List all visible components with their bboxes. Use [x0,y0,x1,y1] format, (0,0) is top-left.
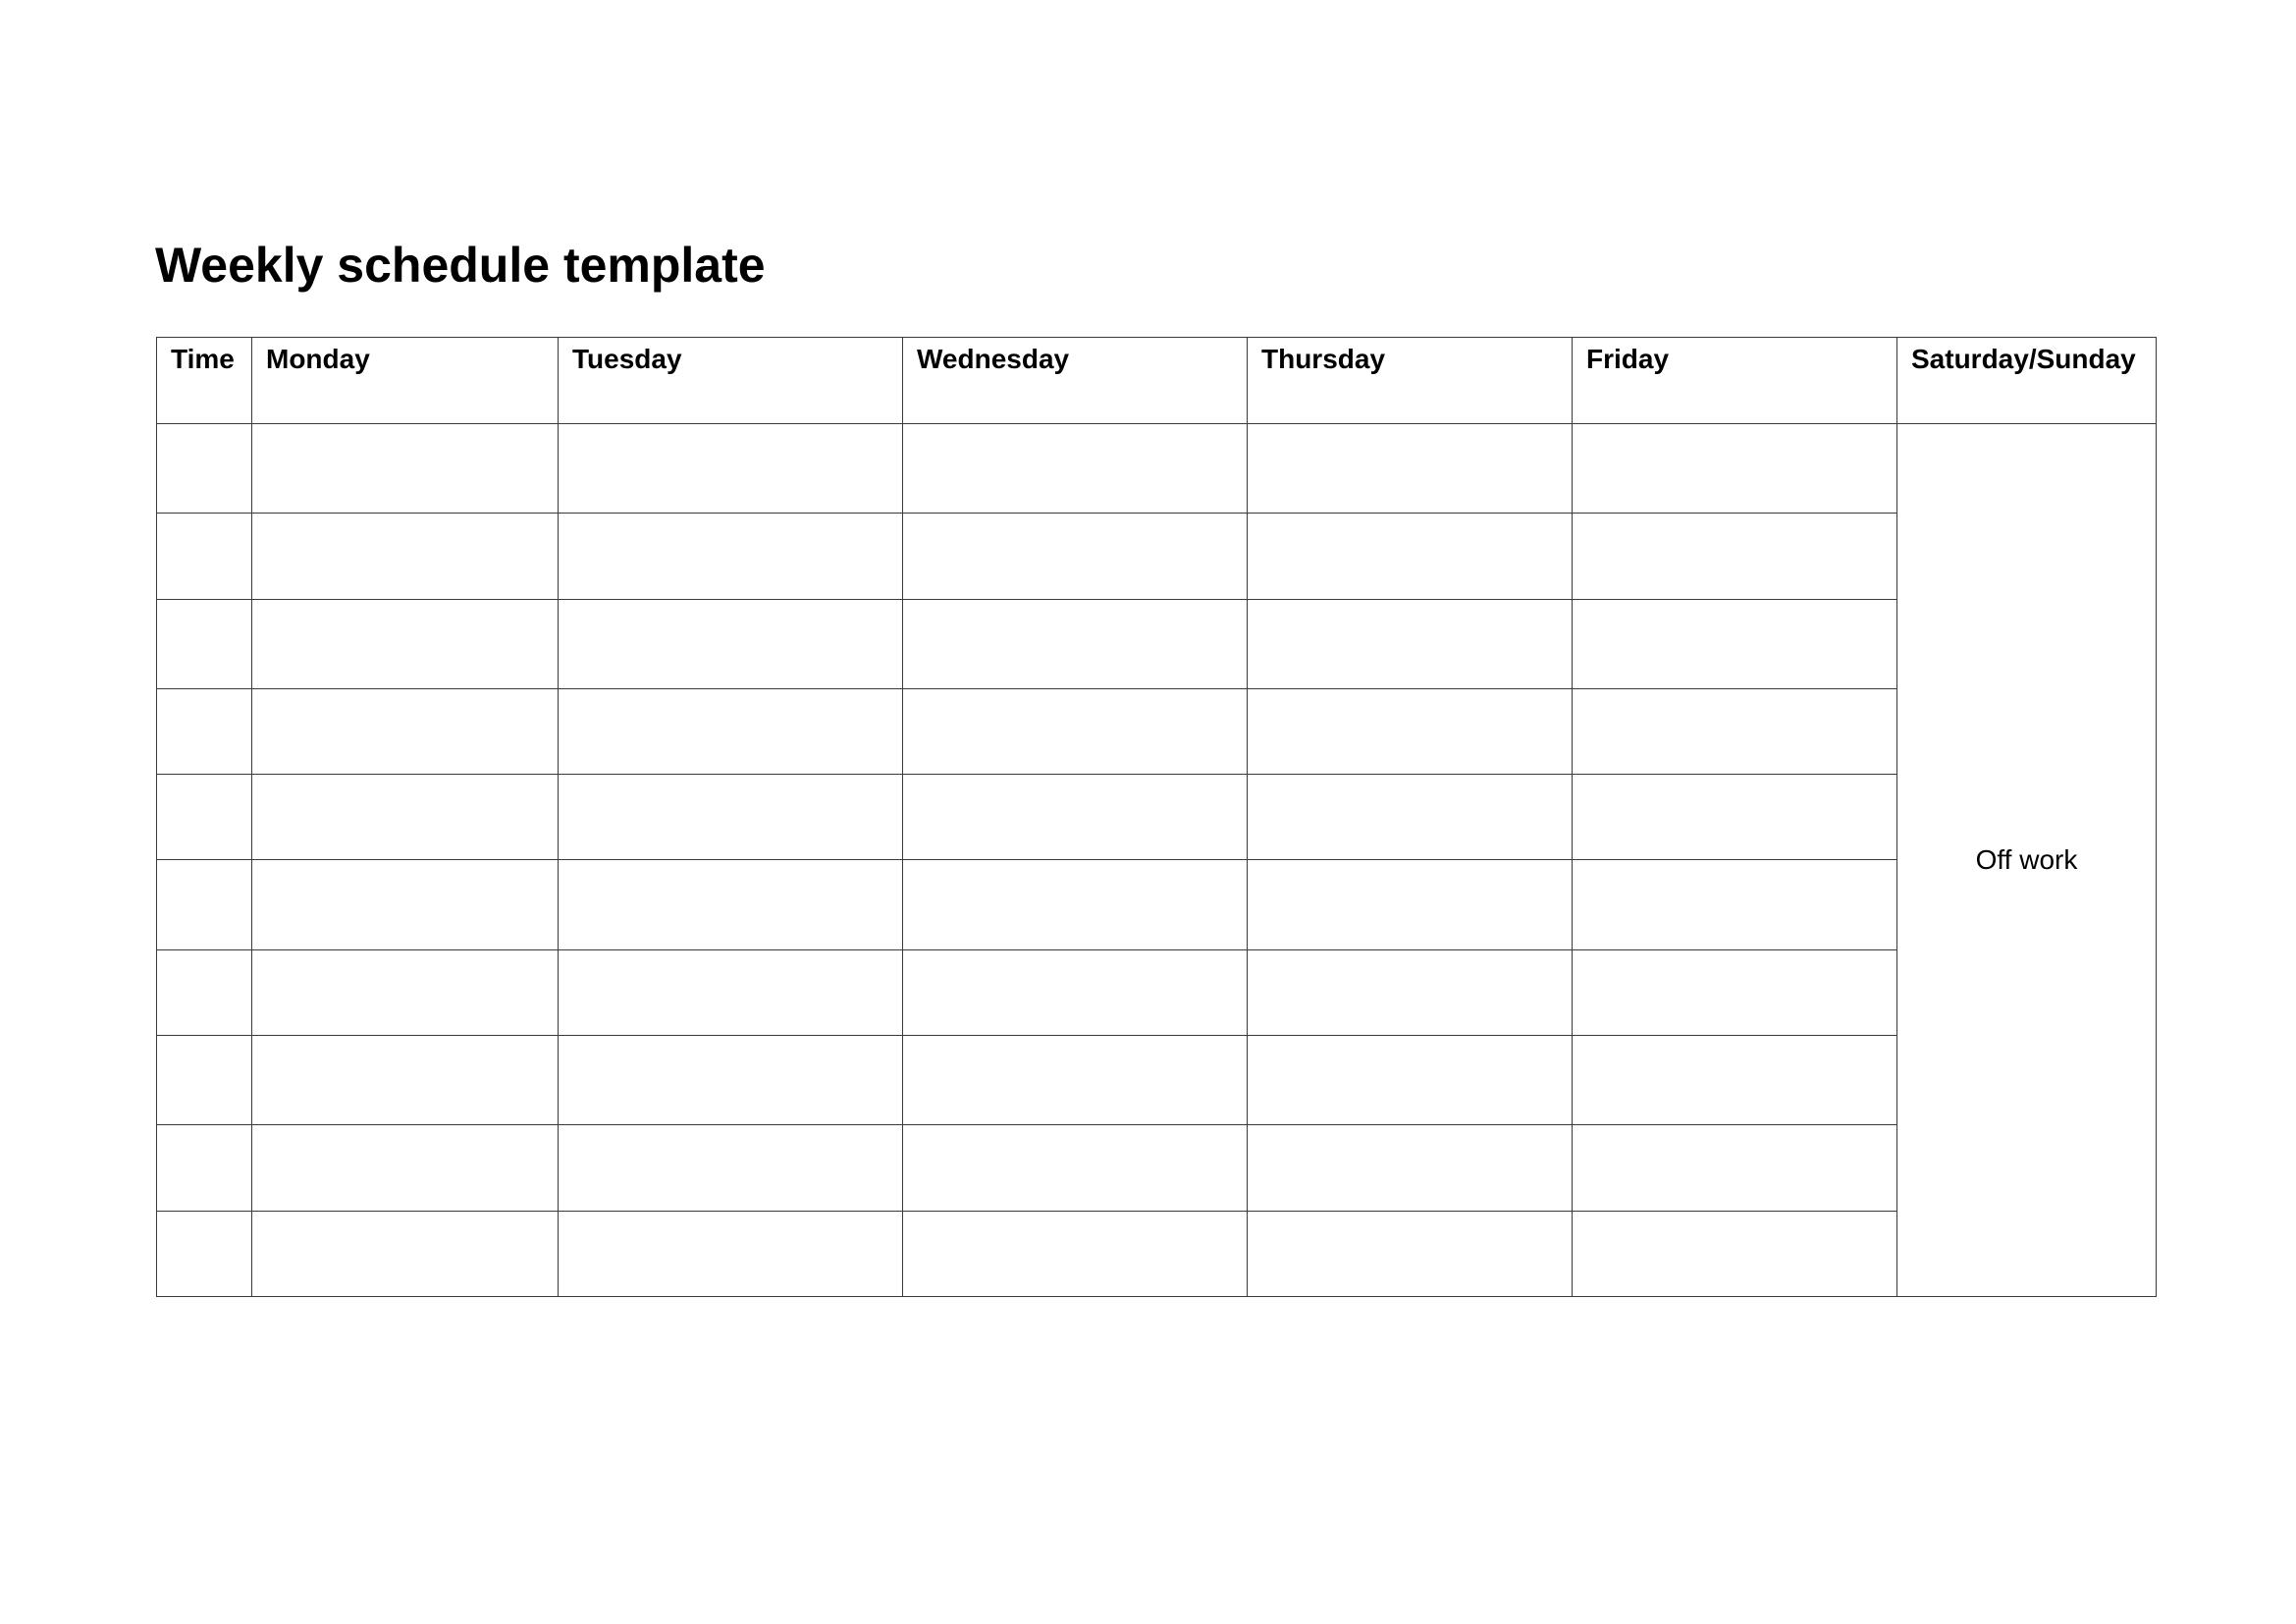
wednesday-cell[interactable] [903,1211,1248,1296]
friday-cell[interactable] [1573,599,1897,688]
table-row [157,1211,2157,1296]
monday-cell[interactable] [252,860,559,949]
monday-cell[interactable] [252,949,559,1035]
header-row [157,338,2157,424]
wednesday-cell[interactable] [903,688,1248,774]
thursday-cell[interactable] [1248,1125,1573,1211]
friday-cell[interactable] [1573,514,1897,599]
thursday-cell[interactable] [1248,775,1573,860]
weekly-schedule-table [156,337,2157,1297]
table-row [157,514,2157,599]
wednesday-cell[interactable] [903,514,1248,599]
monday-cell[interactable] [252,688,559,774]
time-cell[interactable] [157,1036,252,1125]
tuesday-cell[interactable] [559,860,903,949]
thursday-cell[interactable] [1248,424,1573,514]
monday-cell[interactable] [252,1036,559,1125]
table-row [157,599,2157,688]
thursday-cell[interactable] [1248,860,1573,949]
time-cell[interactable] [157,1125,252,1211]
friday-cell[interactable] [1573,688,1897,774]
wednesday-cell[interactable] [903,424,1248,514]
monday-cell[interactable] [252,1125,559,1211]
thursday-cell[interactable] [1248,949,1573,1035]
friday-cell[interactable] [1573,1211,1897,1296]
wednesday-cell[interactable] [903,949,1248,1035]
tuesday-cell[interactable] [559,514,903,599]
tuesday-cell[interactable] [559,599,903,688]
wednesday-cell[interactable] [903,599,1248,688]
wednesday-cell[interactable] [903,860,1248,949]
thursday-cell[interactable] [1248,599,1573,688]
thursday-cell[interactable] [1248,514,1573,599]
thursday-cell[interactable] [1248,1036,1573,1125]
time-cell[interactable] [157,424,252,514]
wednesday-cell[interactable] [903,775,1248,860]
weekend-note: Off work [1975,844,2078,875]
column-header-wednesday: Wednesday [903,338,1248,424]
tuesday-cell[interactable] [559,424,903,514]
monday-cell[interactable] [252,775,559,860]
weekend-off-work-cell [1897,424,2157,1297]
table-row [157,1125,2157,1211]
column-header-tuesday: Tuesday [559,338,903,424]
table-row [157,424,2157,514]
tuesday-cell[interactable] [559,775,903,860]
tuesday-cell[interactable] [559,1125,903,1211]
time-cell[interactable] [157,599,252,688]
column-header-time: Time [157,338,252,424]
tuesday-cell[interactable] [559,949,903,1035]
tuesday-cell[interactable] [559,1036,903,1125]
time-cell[interactable] [157,949,252,1035]
friday-cell[interactable] [1573,1036,1897,1125]
time-cell[interactable] [157,1211,252,1296]
table-row [157,688,2157,774]
time-cell[interactable] [157,688,252,774]
thursday-cell[interactable] [1248,688,1573,774]
friday-cell[interactable] [1573,860,1897,949]
tuesday-cell[interactable] [559,688,903,774]
thursday-cell[interactable] [1248,1211,1573,1296]
table-row [157,949,2157,1035]
time-cell[interactable] [157,514,252,599]
column-header-monday: Monday [252,338,559,424]
column-header-weekend: Saturday/Sunday [1897,338,2157,424]
monday-cell[interactable] [252,424,559,514]
wednesday-cell[interactable] [903,1125,1248,1211]
page-title: Weekly schedule template [155,238,766,293]
time-cell[interactable] [157,775,252,860]
time-cell[interactable] [157,860,252,949]
monday-cell[interactable] [252,1211,559,1296]
column-header-friday: Friday [1573,338,1897,424]
friday-cell[interactable] [1573,424,1897,514]
monday-cell[interactable] [252,599,559,688]
tuesday-cell[interactable] [559,1211,903,1296]
monday-cell[interactable] [252,514,559,599]
table-row [157,1036,2157,1125]
wednesday-cell[interactable] [903,1036,1248,1125]
friday-cell[interactable] [1573,1125,1897,1211]
column-header-thursday: Thursday [1248,338,1573,424]
table-row [157,775,2157,860]
friday-cell[interactable] [1573,949,1897,1035]
friday-cell[interactable] [1573,775,1897,860]
table-row [157,860,2157,949]
